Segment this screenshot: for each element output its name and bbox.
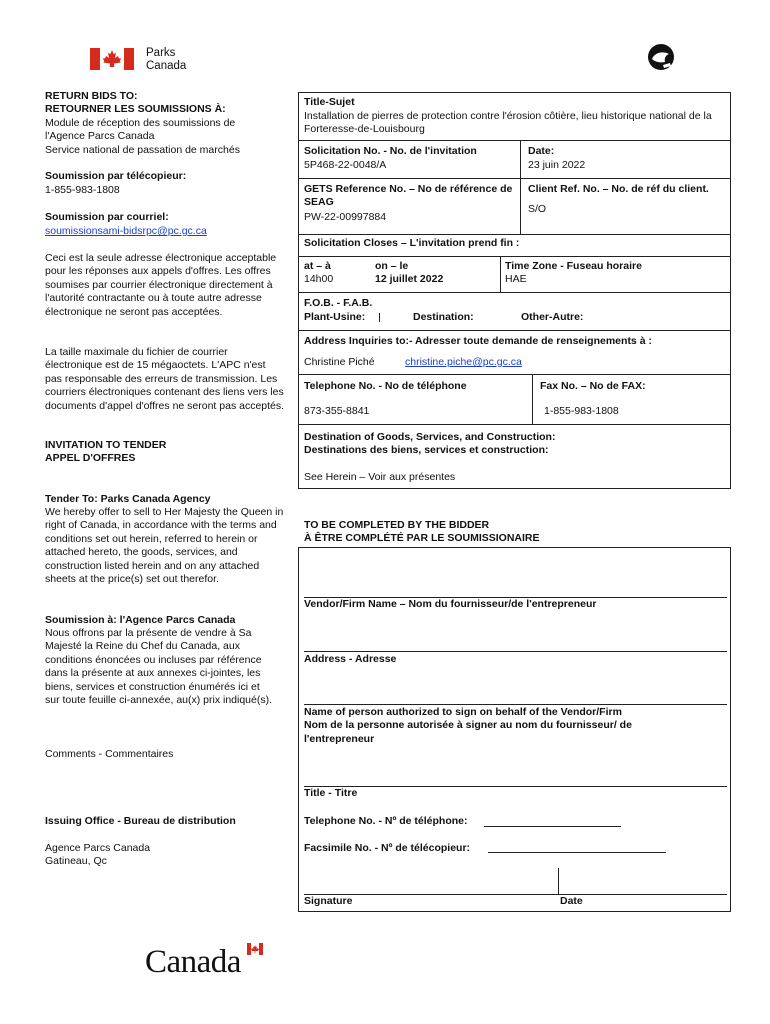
tender-text: We hereby offer to sell to Her Majesty the Queen in right of Canada, in accordance with the terms and conditions set out herein, referred to herein or attached hereto, the goods, services, and construction listed herein and on any attached sheets at the price(s) set out therefor. [45, 506, 284, 586]
title-value: Installation de pierres de protection contre l'érosion côtière, lieu historique national de la Forteresse-de-Louisbourg [304, 110, 712, 136]
title-field[interactable] [304, 786, 727, 787]
destination-goods-label: Destination of Goods, Services, and Construction: Destinations des biens, services et construction: [304, 431, 556, 457]
signature-label: Signature [304, 895, 353, 907]
soumission-text: Nous offrons par la présente de vendre à Sa Majesté la Reine du Chef du Canada, aux conditions énoncées ou incluses par référence dans la présente at aux annexes ci-jointes, les biens, services et construction énumérés ici et sur toute feuille ci-annexée, au(x) prix indiqué(s). [45, 627, 273, 707]
on-label: on – le [375, 260, 409, 272]
time-zone-value: HAE [505, 273, 527, 285]
destination-label: Destination: [413, 311, 474, 323]
tender-to-title: Tender To: Parks Canada Agency [45, 493, 211, 505]
email-submission-title: Soumission par courriel: [45, 211, 169, 223]
fax-submission-title: Soumission par télécopieur: [45, 170, 187, 182]
on-value: 12 juillet 2022 [375, 273, 444, 285]
at-value: 14h00 [304, 273, 334, 285]
beaver-emblem-icon [646, 42, 676, 72]
authorized-person-label: Name of person authorized to sign on behalf of the Vendor/Firm Nom de la personne autorisée à signer au nom du fournisseur/ de l'entrepreneur [304, 706, 632, 745]
date-value: 23 juin 2022 [528, 159, 586, 171]
invitation-to-tender: INVITATION TO TENDER APPEL D'OFFRES [45, 439, 167, 465]
soumission-title: Soumission à: l'Agence Parcs Canada [45, 614, 236, 626]
gets-reference-label: GETS Reference No. – No de référence de SEAG [304, 183, 513, 209]
plant-label: Plant-Usine: [304, 311, 366, 323]
facsimile-field-label: Facsimile No. - Nº de télécopieur: [304, 842, 471, 854]
client-ref-label: Client Ref. No. – No. de réf du client. [528, 183, 709, 195]
telephone-value: 873-355-8841 [304, 405, 370, 417]
facsimile-field[interactable] [488, 852, 666, 853]
contact-name: Christine Piché [304, 356, 375, 368]
email-note: Ceci est la seule adresse électronique acceptable pour les réponses aux appels d'offres. Les offres soumises par courrier électronique directement à l'autorité contractante ou à toute autre adresse électronique ne seront pas acceptées. [45, 252, 277, 318]
bidder-section-title: TO BE COMPLETED BY THE BIDDER À ÊTRE COMPLÉTÉ PAR LE SOUMISSIONAIRE [304, 519, 540, 545]
date-label: Date: [528, 145, 555, 157]
address-field[interactable] [304, 651, 727, 652]
authorized-person-field[interactable] [304, 704, 727, 705]
wordmark-flag-icon [247, 943, 263, 955]
return-bids-title: RETURN BIDS TO: RETOURNER LES SOUMISSIONS À: [45, 90, 226, 116]
fax-value: 1-855-983-1808 [544, 405, 619, 417]
solicitation-no-label: Solicitation No. - No. de l'invitation [304, 145, 477, 157]
telephone-field[interactable] [484, 826, 621, 827]
title-field-label: Title - Titre [304, 787, 358, 799]
fob-label: F.O.B. - F.A.B. [304, 297, 373, 309]
signature-field[interactable] [304, 894, 727, 895]
address-label: Address - Adresse [304, 653, 397, 665]
vendor-name-label: Vendor/Firm Name – Nom du fournisseur/de l'entrepreneur [304, 598, 597, 610]
address-inquiries-label: Address Inquiries to:- Adresser toute demande de renseignements à : [304, 335, 652, 347]
solicitation-no-value: 5P468-22-0048/A [304, 159, 387, 171]
solicitation-closes-label: Solicitation Closes – L'invitation prend fin : [304, 237, 520, 249]
return-bids-address: Module de réception des soumissions de l'Agence Parcs Canada Service national de passation de marchés [45, 117, 240, 156]
at-label: at – à [304, 260, 331, 272]
canada-wordmark [145, 942, 265, 982]
date-field-label: Date [560, 895, 583, 907]
submission-email-link[interactable]: soumissionsami-bidsrpc@pc.gc.ca [45, 225, 207, 237]
contact-email-link[interactable]: christine.piche@pc.gc.ca [405, 356, 522, 368]
gets-reference-value: PW-22-00997884 [304, 211, 387, 223]
parks-canada-name-en: Parks Canada [146, 47, 187, 72]
file-size-note: La taille maximale du fichier de courrier électronique est de 15 mégaoctets. L'APC n'est pas responsable des erreurs de transmission. Les courriers électroniques contenant des liens vers les documents d'appel d'offres ne seront pas acceptés. [45, 346, 285, 412]
parks-canada-flag-logo [90, 48, 134, 70]
telephone-label: Telephone No. - No de téléphone [304, 380, 467, 392]
client-ref-value: S/O [528, 203, 547, 215]
comments-label: Comments - Commentaires [45, 748, 174, 760]
telephone-field-label: Telephone No. - Nº de téléphone: [304, 815, 468, 827]
plant-checkbox[interactable] [379, 313, 380, 322]
other-label: Other-Autre: [521, 311, 584, 323]
issuing-office-title: Issuing Office - Bureau de distribution [45, 815, 236, 827]
title-label: Title-Sujet [304, 96, 355, 108]
destination-goods-value: See Herein – Voir aux présentes [304, 471, 456, 483]
fax-label: Fax No. – No de FAX: [540, 380, 646, 392]
time-zone-label: Time Zone - Fuseau horaire [505, 260, 642, 272]
canada-wordmark-text: Canada [145, 944, 241, 980]
fax-submission-number: 1-855-983-1808 [45, 184, 120, 196]
issuing-office-address: Agence Parcs Canada Gatineau, Qc [45, 842, 151, 868]
